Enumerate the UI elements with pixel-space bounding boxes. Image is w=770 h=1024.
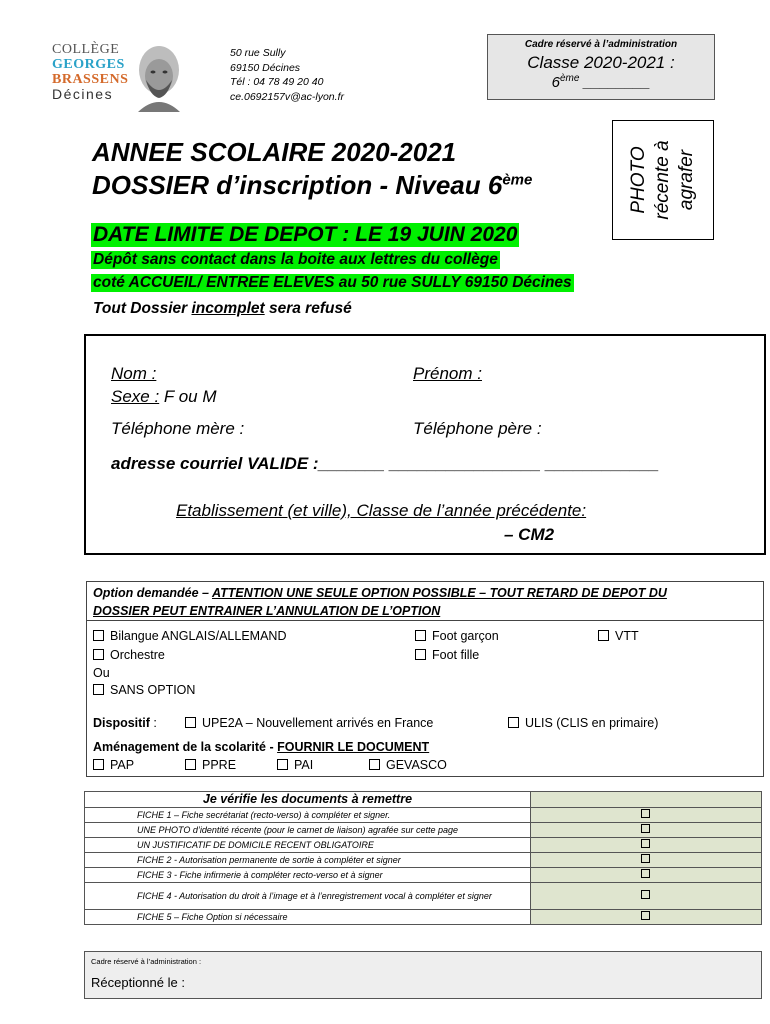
table-row xyxy=(85,853,762,868)
dispositif-upe2a[interactable] xyxy=(185,716,433,730)
amenagement-pap-label: PAP xyxy=(110,758,135,772)
checkbox-icon[interactable] xyxy=(641,824,650,833)
checklist-header-row xyxy=(85,792,762,808)
sexe-label: Sexe : xyxy=(111,387,160,406)
incomplete-c: sera refusé xyxy=(264,300,352,317)
previous-class: – CM2 xyxy=(504,525,555,544)
checklist-item: UN JUSTIFICATIF DE DOMICILE RECENT OBLIGATOIRE xyxy=(85,838,531,853)
checklist-checkbox-cell xyxy=(530,823,761,838)
logo-line-4: Décines xyxy=(52,86,114,102)
option-vtt-label: VTT xyxy=(615,629,639,643)
amenagement-label xyxy=(93,740,429,754)
reception-label: Cadre réservé à l’administration : xyxy=(91,957,202,966)
logo-line-1: COLLÈGE xyxy=(52,42,120,57)
dispositif-label xyxy=(93,716,157,730)
prenom-field[interactable]: Prénom : xyxy=(413,364,482,383)
options-header xyxy=(87,582,763,621)
option-sans-option-label: SANS OPTION xyxy=(110,683,196,697)
amenagement-ppre-label: PPRE xyxy=(202,758,237,772)
depot-instruction-1: Dépôt sans contact dans la boite aux lettres du collège xyxy=(93,251,498,268)
dispositif-upe2a-label: UPE2A – Nouvellement arrivés en France xyxy=(202,716,434,730)
checklist-header-cell xyxy=(530,792,761,808)
incomplete-b: incomplet xyxy=(191,300,265,317)
deadline-banner: DATE LIMITE DE DEPOT : LE 19 JUIN 2020 xyxy=(93,223,518,246)
portrait-logo-icon xyxy=(128,40,190,112)
address-phone: Tél : 04 78 49 20 40 xyxy=(230,76,324,88)
checklist-item: FICHE 4 - Autorisation du droit à l’image et à l’enregistrement vocal à compléter et signer xyxy=(85,883,531,910)
checklist-item: FICHE 1 – Fiche secrétariat (recto-verso) à compléter et signer. xyxy=(85,808,531,823)
checkbox-icon[interactable] xyxy=(641,839,650,848)
checkbox-icon[interactable] xyxy=(508,717,519,728)
checklist-item: UNE PHOTO d’identité récente (pour le carnet de liaison) agrafée sur cette page xyxy=(85,823,531,838)
amenagement-pai-label: PAI xyxy=(294,758,314,772)
photo-box xyxy=(612,120,714,240)
incomplete-warning xyxy=(93,300,352,318)
amenagement-b: FOURNIR LE DOCUMENT xyxy=(277,740,430,754)
reception-box xyxy=(84,951,762,999)
checklist-checkbox-cell xyxy=(530,868,761,883)
admin-class-box xyxy=(487,34,715,100)
college-logo xyxy=(52,42,132,102)
tel-pere-field[interactable]: Téléphone père : xyxy=(413,419,542,438)
table-row xyxy=(85,883,762,910)
checklist-checkbox-cell xyxy=(530,883,761,910)
options-header-line-1 xyxy=(93,586,667,600)
logo-line-3: BRASSENS xyxy=(52,72,129,87)
checkbox-icon[interactable] xyxy=(93,649,104,660)
checkbox-icon[interactable] xyxy=(641,809,650,818)
checklist-checkbox-cell xyxy=(530,808,761,823)
checkbox-icon[interactable] xyxy=(641,854,650,863)
checklist-item: FICHE 3 - Fiche infirmerie à compléter recto-verso et à signer xyxy=(85,868,531,883)
checklist-checkbox-cell xyxy=(530,910,761,925)
etablissement-field[interactable]: Etablissement (et ville), Classe de l’année précédente: xyxy=(176,501,587,520)
checkbox-icon[interactable] xyxy=(93,630,104,641)
option-bilangue[interactable] xyxy=(93,629,286,643)
checklist-checkbox-cell xyxy=(530,838,761,853)
options-header-a: Option demandée – xyxy=(93,586,213,600)
option-ou: Ou xyxy=(93,666,110,680)
checkbox-icon[interactable] xyxy=(641,890,650,899)
grade-value: 6 xyxy=(551,74,560,91)
table-row xyxy=(85,808,762,823)
checkbox-icon[interactable] xyxy=(415,649,426,660)
admin-box-grade xyxy=(488,73,714,91)
table-row xyxy=(85,868,762,883)
photo-line-3: agrafer xyxy=(676,149,697,211)
table-row xyxy=(85,823,762,838)
dispositif-colon: : xyxy=(149,716,157,730)
checkbox-icon[interactable] xyxy=(93,759,104,770)
checkbox-icon[interactable] xyxy=(369,759,380,770)
school-year-title: ANNEE SCOLAIRE 2020-2021 xyxy=(92,137,457,167)
sexe-field[interactable] xyxy=(111,387,217,407)
grade-sup: ème xyxy=(559,73,580,84)
admin-box-label: Cadre réservé à l’administration xyxy=(524,39,678,50)
checklist-checkbox-cell xyxy=(530,853,761,868)
amenagement-gevasco-label: GEVASCO xyxy=(386,758,447,772)
tel-mere-field[interactable]: Téléphone mère : xyxy=(111,419,245,438)
logo-line-2: GEORGES xyxy=(52,57,125,72)
checklist-item: FICHE 2 - Autorisation permanente de sortie à compléter et signer xyxy=(85,853,531,868)
checkbox-icon[interactable] xyxy=(641,869,650,878)
checklist-title: Je vérifie les documents à remettre xyxy=(85,792,531,808)
amenagement-pai[interactable] xyxy=(277,758,313,772)
checkbox-icon[interactable] xyxy=(415,630,426,641)
option-foot-fille[interactable] xyxy=(415,648,479,662)
option-orchestre-label: Orchestre xyxy=(110,648,165,662)
dispositif-ulis-label: ULIS (CLIS en primaire) xyxy=(525,716,659,730)
checklist-item: FICHE 5 – Fiche Option si nécessaire xyxy=(85,910,531,925)
options-box xyxy=(86,581,764,777)
college-address xyxy=(230,46,344,104)
incomplete-a: Tout Dossier xyxy=(93,300,192,317)
option-foot-garcon[interactable] xyxy=(415,629,499,643)
option-bilangue-label: Bilangue ANGLAIS/ALLEMAND xyxy=(110,629,287,643)
photo-line-1: PHOTO xyxy=(628,146,649,214)
checkbox-icon[interactable] xyxy=(598,630,609,641)
dispositif-ulis[interactable] xyxy=(508,716,658,730)
address-street: 50 rue Sully xyxy=(230,47,286,59)
photo-line-2: récente à xyxy=(652,140,673,220)
checkbox-icon[interactable] xyxy=(93,684,104,695)
checkbox-icon[interactable] xyxy=(641,911,650,920)
option-orchestre[interactable] xyxy=(93,648,165,662)
table-row xyxy=(85,838,762,853)
option-vtt[interactable] xyxy=(598,629,639,643)
address-city: 69150 Décines xyxy=(230,61,301,74)
checkbox-icon[interactable] xyxy=(185,717,196,728)
checkbox-icon[interactable] xyxy=(185,759,196,770)
checkbox-icon[interactable] xyxy=(277,759,288,770)
dossier-title-sup: ème xyxy=(502,171,533,189)
dossier-title xyxy=(92,170,532,201)
student-info-box xyxy=(84,334,766,555)
amenagement-pap[interactable] xyxy=(93,758,134,772)
option-foot-garcon-label: Foot garçon xyxy=(432,629,499,643)
option-sans-option[interactable] xyxy=(93,683,195,697)
amenagement-gevasco[interactable] xyxy=(369,758,447,772)
options-header-b: ATTENTION UNE SEULE OPTION POSSIBLE – TOUT RETARD DE DEPOT DU xyxy=(212,586,667,600)
table-row xyxy=(85,910,762,925)
options-header-line-2: DOSSIER PEUT ENTRAINER L’ANNULATION DE L’OPTION xyxy=(93,604,441,618)
grade-blank: ________ xyxy=(583,74,651,91)
reception-date-field[interactable]: Réceptionné le : xyxy=(91,975,185,990)
option-foot-fille-label: Foot fille xyxy=(432,648,480,662)
photo-text xyxy=(627,140,699,219)
nom-field[interactable]: Nom : xyxy=(111,364,157,383)
address-email: ce.0692157v@ac-lyon.fr xyxy=(230,90,344,103)
email-field[interactable]: adresse courriel VALIDE :_______ ________________ ____________ xyxy=(111,454,659,473)
dispositif-label-text: Dispositif xyxy=(93,716,150,730)
admin-box-class-year: Classe 2020-2021 : xyxy=(527,53,675,72)
sexe-value: F ou M xyxy=(159,387,217,406)
dossier-title-text: DOSSIER d’inscription - Niveau 6 xyxy=(92,170,503,200)
amenagement-a: Aménagement de la scolarité - xyxy=(93,740,278,754)
documents-checklist xyxy=(84,791,762,925)
depot-instruction-2: coté ACCUEIL/ ENTREE ELEVES au 50 rue SULLY 69150 Décines xyxy=(93,274,572,291)
amenagement-ppre[interactable] xyxy=(185,758,236,772)
